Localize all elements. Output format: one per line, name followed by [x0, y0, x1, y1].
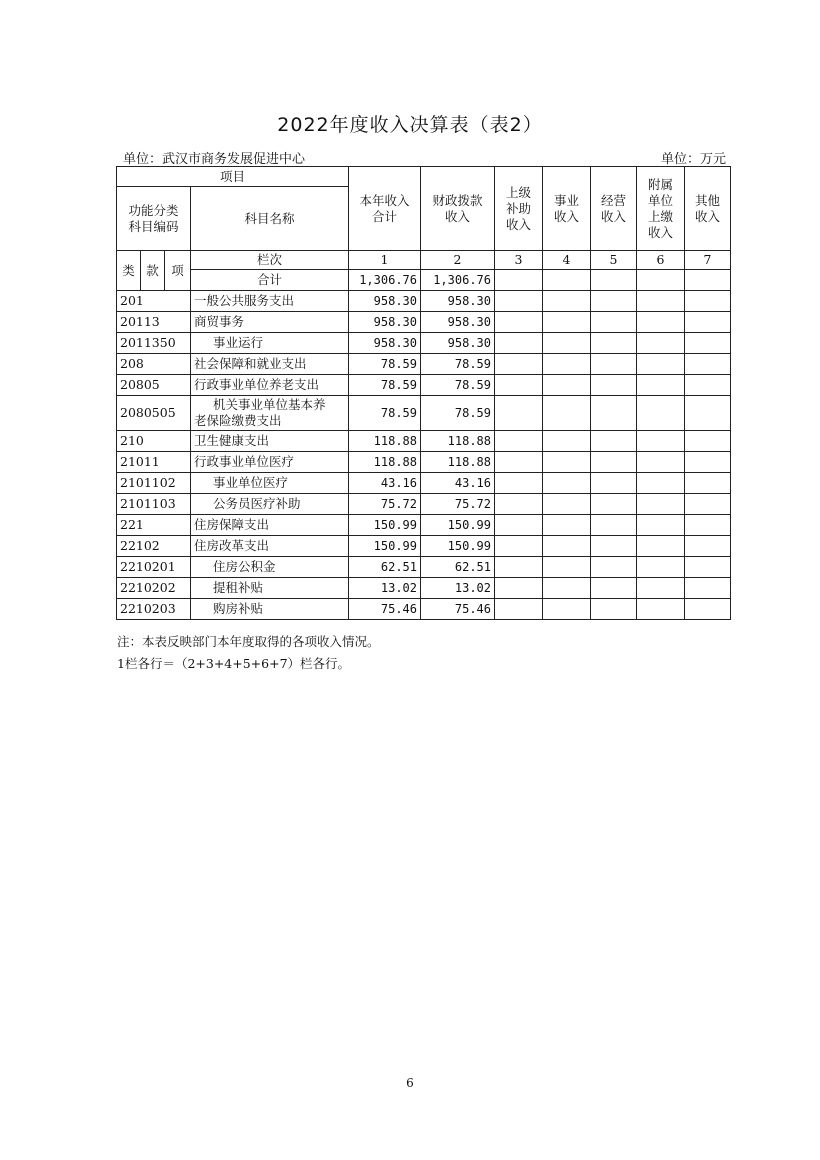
table-row [117, 333, 731, 354]
row-empty-c6 [637, 578, 685, 599]
row-empty-c4 [543, 494, 591, 515]
row-value-c2: 75.72 [421, 494, 495, 515]
row-value-c1: 13.02 [349, 578, 421, 599]
row-value-c1: 78.59 [349, 396, 421, 431]
row-empty-c3 [495, 333, 543, 354]
row-empty-c4 [543, 396, 591, 431]
col-num-7: 7 [685, 251, 731, 270]
row-value-c2: 958.30 [421, 291, 495, 312]
row-code: 2210203 [117, 599, 191, 620]
row-value-c1: 118.88 [349, 452, 421, 473]
row-name: 社会保障和就业支出 [191, 354, 349, 375]
header-affiliated-text: 附属单位上缴收入 [647, 176, 673, 240]
header-operating-text: 经营收入 [600, 192, 626, 224]
col-num-1: 1 [349, 251, 421, 270]
row-value-c1: 75.72 [349, 494, 421, 515]
row-value-c2: 78.59 [421, 354, 495, 375]
col-num-6: 6 [637, 251, 685, 270]
row-value-c2: 78.59 [421, 375, 495, 396]
row-value-c1: 75.46 [349, 599, 421, 620]
header-subject-name: 科目名称 [191, 187, 349, 251]
row-value-c2: 958.30 [421, 312, 495, 333]
row-value-c2: 150.99 [421, 515, 495, 536]
page-number: 6 [406, 1076, 414, 1090]
header-business [543, 167, 591, 251]
row-value-c2: 150.99 [421, 536, 495, 557]
row-empty-c6 [637, 473, 685, 494]
row-value-c2: 13.02 [421, 578, 495, 599]
row-empty-c7 [685, 557, 731, 578]
row-empty-c6 [637, 515, 685, 536]
header-xiang: 项 [165, 251, 191, 291]
total-c5 [591, 270, 637, 291]
row-empty-c4 [543, 431, 591, 452]
row-empty-c4 [543, 375, 591, 396]
row-empty-c7 [685, 354, 731, 375]
row-code: 2101103 [117, 494, 191, 515]
row-empty-c7 [685, 599, 731, 620]
row-empty-c7 [685, 494, 731, 515]
row-code: 20113 [117, 312, 191, 333]
row-empty-c5 [591, 333, 637, 354]
row-empty-c4 [543, 578, 591, 599]
row-empty-c4 [543, 312, 591, 333]
table-row [117, 312, 731, 333]
header-other [685, 167, 731, 251]
header-func-code-text: 功能分类科目编码 [128, 202, 179, 234]
col-num-3: 3 [495, 251, 543, 270]
row-empty-c5 [591, 536, 637, 557]
row-value-c1: 78.59 [349, 354, 421, 375]
table-row [117, 599, 731, 620]
row-empty-c3 [495, 375, 543, 396]
row-name: 公务员医疗补助 [191, 494, 349, 515]
row-value-c2: 78.59 [421, 396, 495, 431]
row-empty-c5 [591, 291, 637, 312]
row-empty-c7 [685, 396, 731, 431]
row-empty-c6 [637, 396, 685, 431]
row-empty-c4 [543, 557, 591, 578]
header-fiscal-text: 财政拨款收入 [432, 192, 483, 224]
row-code: 2011350 [117, 333, 191, 354]
row-name: 住房公积金 [191, 557, 349, 578]
row-empty-c3 [495, 578, 543, 599]
col-num-4: 4 [543, 251, 591, 270]
row-empty-c4 [543, 291, 591, 312]
row-code: 2080505 [117, 396, 191, 431]
total-c7 [685, 270, 731, 291]
row-empty-c6 [637, 536, 685, 557]
table-row [117, 557, 731, 578]
row-empty-c3 [495, 494, 543, 515]
row-name: 事业运行 [191, 333, 349, 354]
row-empty-c7 [685, 578, 731, 599]
header-lei: 类 [117, 251, 141, 291]
row-empty-c6 [637, 375, 685, 396]
row-empty-c6 [637, 599, 685, 620]
row-empty-c7 [685, 312, 731, 333]
row-value-c2: 75.46 [421, 599, 495, 620]
row-empty-c4 [543, 599, 591, 620]
row-empty-c3 [495, 312, 543, 333]
header-total-income [349, 167, 421, 251]
table-row [117, 536, 731, 557]
row-empty-c3 [495, 536, 543, 557]
header-kuan: 款 [141, 251, 165, 291]
row-empty-c5 [591, 431, 637, 452]
row-empty-c7 [685, 375, 731, 396]
row-code: 2101102 [117, 473, 191, 494]
total-label: 合计 [191, 270, 349, 291]
row-empty-c7 [685, 473, 731, 494]
row-empty-c3 [495, 354, 543, 375]
row-name: 住房保障支出 [191, 515, 349, 536]
note-line-1: 注：本表反映部门本年度取得的各项收入情况。 [117, 634, 380, 649]
header-project: 项目 [117, 167, 349, 187]
notes [117, 631, 380, 675]
table-row [117, 375, 731, 396]
header-total-income-text: 本年收入合计 [359, 192, 410, 224]
col-num-5: 5 [591, 251, 637, 270]
row-value-c2: 62.51 [421, 557, 495, 578]
row-empty-c4 [543, 333, 591, 354]
row-value-c1: 150.99 [349, 515, 421, 536]
row-empty-c3 [495, 452, 543, 473]
income-table [116, 166, 731, 620]
total-c1: 1,306.76 [349, 270, 421, 291]
row-empty-c5 [591, 452, 637, 473]
header-other-text: 其他收入 [694, 192, 720, 224]
row-code: 208 [117, 354, 191, 375]
total-c6 [637, 270, 685, 291]
table-row [117, 354, 731, 375]
page-title: 2022年度收入决算表（表2） [277, 114, 543, 136]
row-code: 21011 [117, 452, 191, 473]
col-num-2: 2 [421, 251, 495, 270]
total-c2: 1,306.76 [421, 270, 495, 291]
row-empty-c3 [495, 557, 543, 578]
row-value-c1: 958.30 [349, 312, 421, 333]
row-name: 事业单位医疗 [191, 473, 349, 494]
note-line-2: 1栏各行＝（2+3+4+5+6+7）栏各行。 [117, 656, 351, 671]
row-name: 商贸事务 [191, 312, 349, 333]
row-name: 一般公共服务支出 [191, 291, 349, 312]
row-empty-c3 [495, 599, 543, 620]
row-name: 提租补贴 [191, 578, 349, 599]
table-row [117, 396, 731, 431]
row-code: 221 [117, 515, 191, 536]
row-empty-c4 [543, 515, 591, 536]
row-empty-c6 [637, 452, 685, 473]
row-empty-c3 [495, 515, 543, 536]
table-row [117, 494, 731, 515]
row-empty-c6 [637, 431, 685, 452]
row-code: 201 [117, 291, 191, 312]
table-row [117, 431, 731, 452]
row-empty-c4 [543, 354, 591, 375]
unit-organization: 单位：武汉市商务发展促进中心 [123, 152, 306, 167]
row-name: 购房补贴 [191, 599, 349, 620]
header-upper-subsidy [495, 167, 543, 251]
row-value-c1: 958.30 [349, 333, 421, 354]
header-operating [591, 167, 637, 251]
row-empty-c5 [591, 494, 637, 515]
row-value-c1: 62.51 [349, 557, 421, 578]
row-empty-c6 [637, 312, 685, 333]
row-empty-c5 [591, 515, 637, 536]
row-value-c1: 43.16 [349, 473, 421, 494]
row-value-c2: 958.30 [421, 333, 495, 354]
row-empty-c6 [637, 333, 685, 354]
row-empty-c5 [591, 396, 637, 431]
header-fiscal [421, 167, 495, 251]
row-empty-c7 [685, 333, 731, 354]
unit-currency: 单位：万元 [660, 152, 726, 167]
total-c3 [495, 270, 543, 291]
row-empty-c5 [591, 473, 637, 494]
row-value-c2: 118.88 [421, 452, 495, 473]
header-upper-subsidy-text: 上级补助收入 [505, 184, 531, 232]
header-business-text: 事业收入 [553, 192, 579, 224]
row-code: 20805 [117, 375, 191, 396]
row-value-c2: 118.88 [421, 431, 495, 452]
total-c4 [543, 270, 591, 291]
row-empty-c6 [637, 494, 685, 515]
row-empty-c5 [591, 354, 637, 375]
row-empty-c6 [637, 354, 685, 375]
row-empty-c5 [591, 599, 637, 620]
table-row [117, 452, 731, 473]
row-name-line-2: 老保险缴费支出 [194, 413, 282, 428]
row-name: 行政事业单位医疗 [191, 452, 349, 473]
row-value-c2: 43.16 [421, 473, 495, 494]
table-row [117, 473, 731, 494]
row-empty-c5 [591, 578, 637, 599]
row-name: 住房改革支出 [191, 536, 349, 557]
header-column-order: 栏次 [191, 251, 349, 270]
header-affiliated [637, 167, 685, 251]
row-name: 卫生健康支出 [191, 431, 349, 452]
row-empty-c4 [543, 452, 591, 473]
row-empty-c5 [591, 557, 637, 578]
row-empty-c7 [685, 452, 731, 473]
row-name [191, 396, 349, 431]
header-func-code [117, 187, 191, 251]
row-name: 行政事业单位养老支出 [191, 375, 349, 396]
row-empty-c7 [685, 291, 731, 312]
row-empty-c3 [495, 291, 543, 312]
row-value-c1: 118.88 [349, 431, 421, 452]
row-empty-c3 [495, 431, 543, 452]
row-code: 2210201 [117, 557, 191, 578]
row-empty-c6 [637, 291, 685, 312]
table-row [117, 515, 731, 536]
row-empty-c5 [591, 375, 637, 396]
row-name-line-1: 机关事业单位基本养 [213, 397, 326, 412]
row-code: 210 [117, 431, 191, 452]
row-empty-c4 [543, 473, 591, 494]
row-empty-c7 [685, 431, 731, 452]
row-empty-c7 [685, 536, 731, 557]
table-row [117, 291, 731, 312]
row-empty-c7 [685, 515, 731, 536]
row-code: 22102 [117, 536, 191, 557]
row-empty-c6 [637, 557, 685, 578]
row-empty-c3 [495, 473, 543, 494]
row-empty-c5 [591, 312, 637, 333]
row-value-c1: 78.59 [349, 375, 421, 396]
row-value-c1: 958.30 [349, 291, 421, 312]
row-value-c1: 150.99 [349, 536, 421, 557]
row-code: 2210202 [117, 578, 191, 599]
row-empty-c4 [543, 536, 591, 557]
row-empty-c3 [495, 396, 543, 431]
table-row [117, 578, 731, 599]
